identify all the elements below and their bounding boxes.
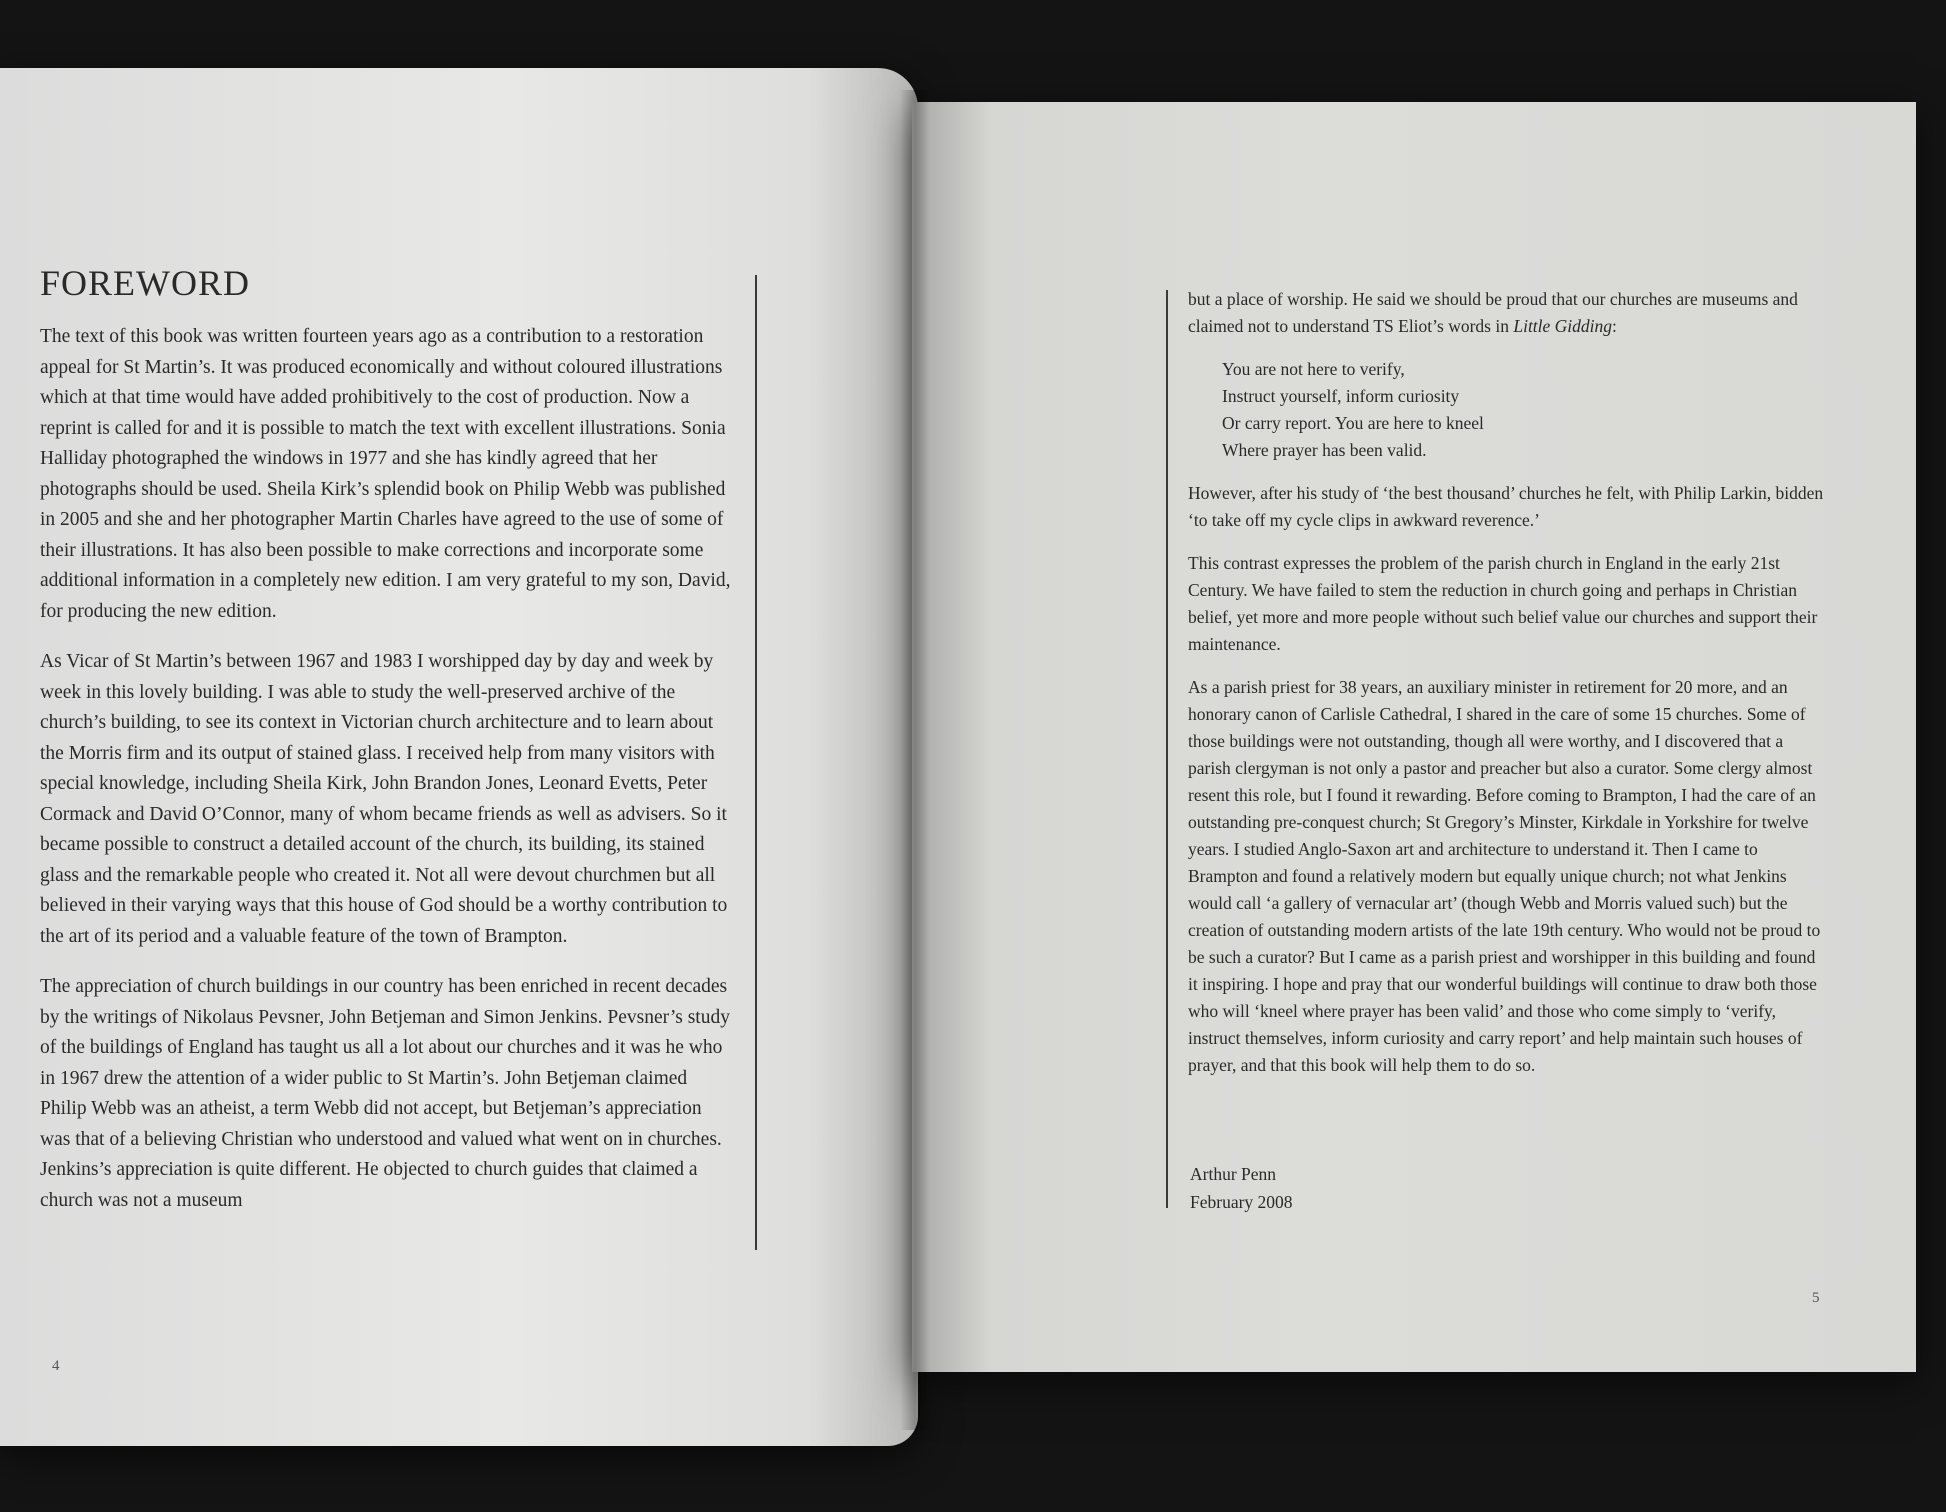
poem-line: Where prayer has been valid. xyxy=(1222,440,1427,460)
right-column-rule xyxy=(1166,290,1168,1208)
foreword-heading: FOREWORD xyxy=(40,263,251,303)
left-paragraph-1: The text of this book was written fourteen years ago as a contribution to a restoration appeal for St Martin’s. It was produced economically and without coloured illustrations which at that time would have added prohibitively to the cost of production. Now a reprint is called for and it is possible to match the text with excellent illustrations. Sonia Halliday photographed the windows in 1977 and she has kindly agreed that her photographs should be used. Sheila Kirk’s splendid book on Philip Webb was published in 2005 and she and her photographer Martin Charles have agreed to the use of some of their illustrations. It has also been possible to make corrections and incorporate some additional information in a completely new edition. I am very grateful to my son, David, for producing the new edition. xyxy=(40,326,731,622)
author-name: Arthur Penn xyxy=(1190,1164,1277,1184)
right-paragraph-3: As a parish priest for 38 years, an auxiliary minister in retirement for 20 more, and an honorary canon of Carlisle Cathedral, I shared in the care of some 15 churches. Some of those buildings were not outstanding, though all were worthy, and I discovered that a parish clergyman is not only a pastor and preacher but also a curator. Some clergy almost resent this role, but I found it rewarding. Before coming to Brampton, I had the care of an outstanding pre-conquest church; St Gregory’s Minster, Kirkdale in Yorkshire for twelve years. I studied Anglo-Saxon art and architecture to understand it. Then I came to Brampton and found a relatively modern but equally unique church; not what Jenkins would call ‘a gallery of vernacular art’ (though Webb and Morris valued such) but the creation of outstanding modern artists of the late 19th century. Who would not be proud to be such a curator? But I came as a parish priest and worshipper in this building and found it inspiring. I hope and pray that our wonderful buildings will continue to draw both those who will ‘kneel where prayer has been valid’ and those who come simply to ‘verify, instruct themselves, inform curiosity and carry report’ and help maintain such houses of prayer, and that this book will help them to do so. xyxy=(1188,677,1821,1075)
page-number-left: 4 xyxy=(52,1358,60,1374)
right-intro-paragraph xyxy=(1188,286,1828,340)
left-paragraph-2: As Vicar of St Martin’s between 1967 and 1983 I worshipped day by day and week by week in this lovely building. I was able to study the well-preserved archive of the church’s building, to see its context in Victorian church architecture and to learn about the Morris firm and its output of stained glass. I received help from many visitors with special knowledge, including Sheila Kirk, John Brandon Jones, Leonard Evetts, Peter Cormack and David O’Connor, many of whom became friends as well as advisers. So it became possible to construct a detailed account of the church, its building, its stained glass and the remarkable people who created it. Not all were devout churchmen but all believed in their varying ways that this house of God should be a worthy contribution to the art of its period and a valuable feature of the town of Brampton. xyxy=(40,651,728,947)
poem-line: Instruct yourself, inform curiosity xyxy=(1222,386,1460,406)
signature-date: February 2008 xyxy=(1190,1192,1293,1212)
right-page-text xyxy=(1188,286,1828,1095)
intro-text: but a place of worship. He said we should be proud that our churches are museums and claimed not to understand TS Eliot’s words in xyxy=(1188,289,1798,336)
intro-colon: : xyxy=(1612,316,1617,336)
left-page-text xyxy=(40,322,735,1236)
page-number-right: 5 xyxy=(1812,1290,1820,1306)
poem-line: Or carry report. You are here to kneel xyxy=(1222,413,1484,433)
book-title-italic: Little Gidding xyxy=(1513,316,1613,336)
book-gutter xyxy=(900,90,930,1430)
right-paragraph-2: This contrast expresses the problem of the parish church in England in the early 21st Century. We have failed to stem the reduction in church going and perhaps in Christian belief, yet more and more people without such belief value our churches and support their maintenance. xyxy=(1188,553,1818,654)
left-column-rule xyxy=(755,275,757,1250)
poem-line: You are not here to verify, xyxy=(1222,359,1405,379)
poem-quote xyxy=(1222,356,1828,464)
left-paragraph-3: The appreciation of church buildings in our country has been enriched in recent decades by the writings of Nikolaus Pevsner, John Betjeman and Simon Jenkins. Pevsner’s study of the buildings of England has taught us all a lot about our churches and it was he who in 1967 drew the attention of a wider public to St Martin’s. John Betjeman claimed Philip Webb was an atheist, a term Webb did not accept, but Betjeman’s appreciation was that of a believing Christian who understood and valued what went on in churches. Jenkins’s appreciation is quite different. He objected to church guides that claimed a church was not a museum xyxy=(40,976,730,1211)
signature-block xyxy=(1190,1160,1293,1216)
right-paragraph-1: However, after his study of ‘the best thousand’ churches he felt, with Philip Larkin, bidden ‘to take off my cycle clips in awkward reverence.’ xyxy=(1188,483,1824,530)
